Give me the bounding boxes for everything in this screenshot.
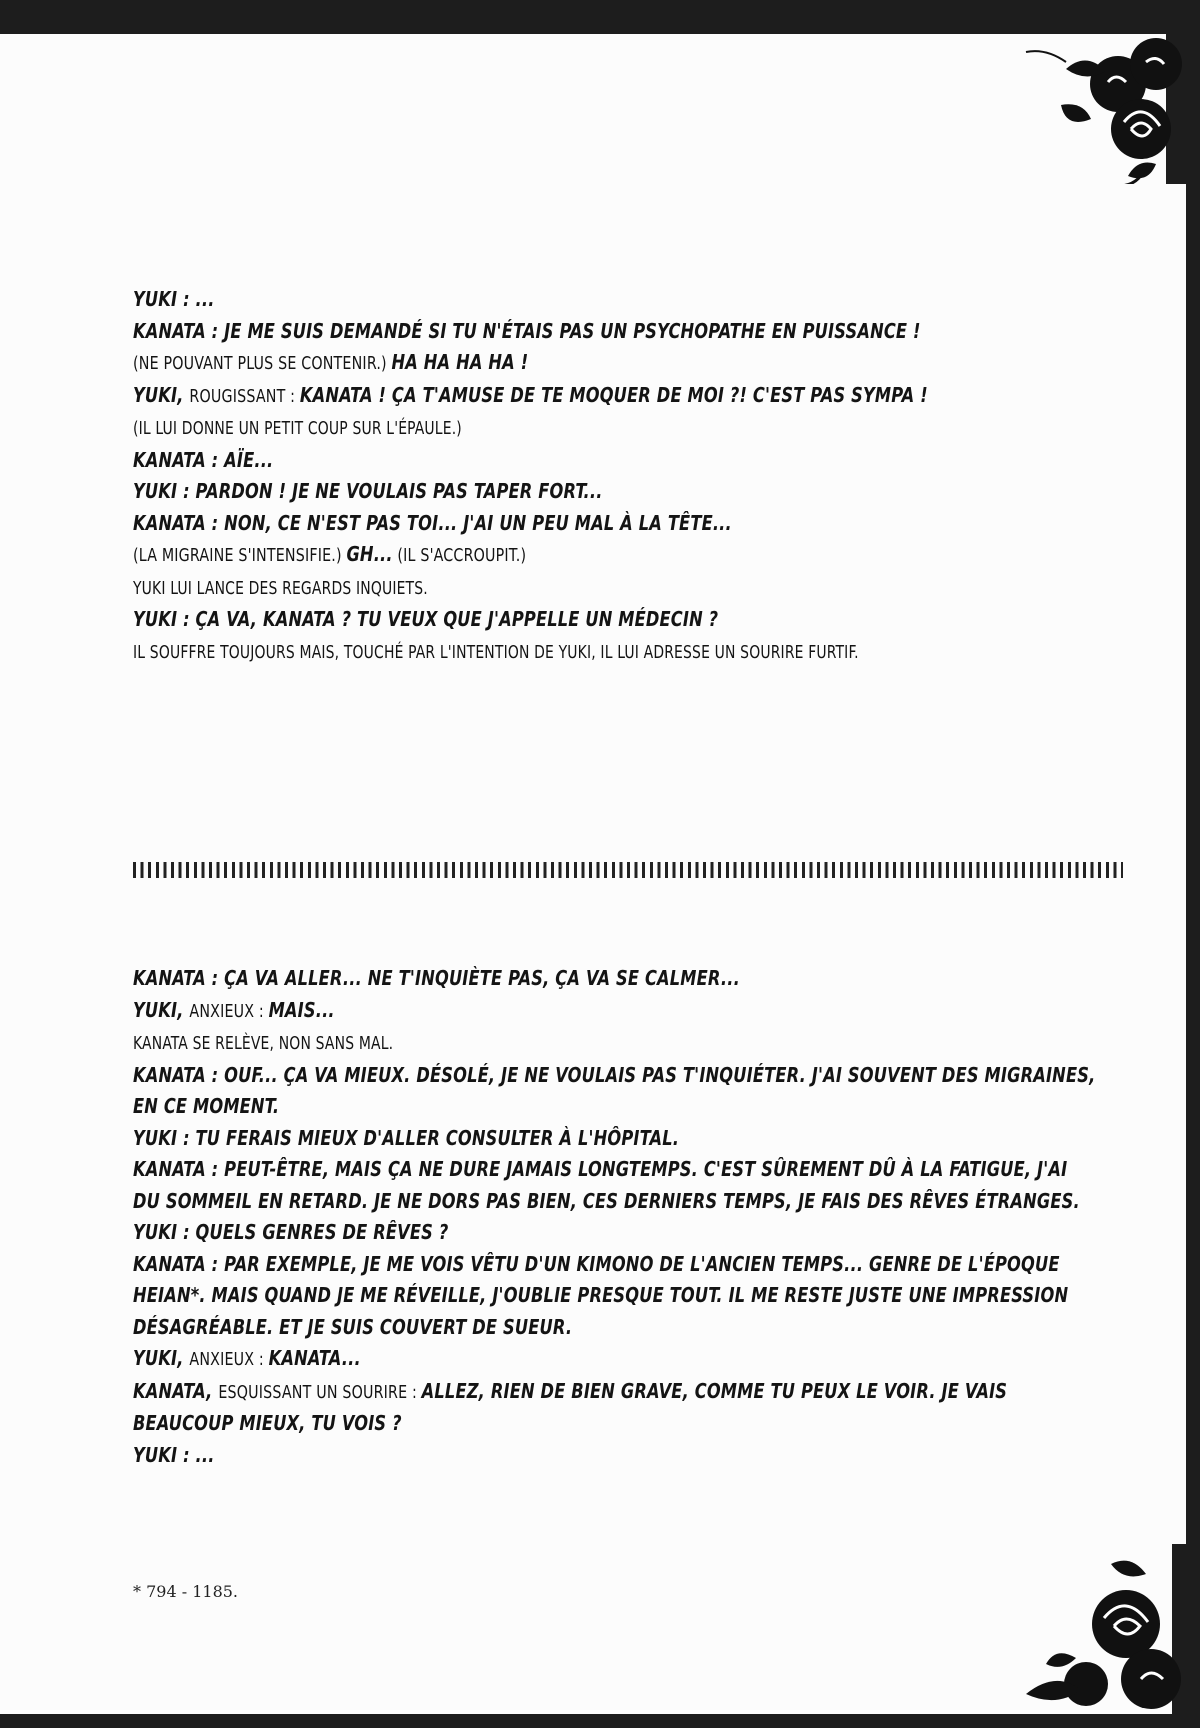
dialogue-line: DU SOMMEIL EN RETARD. JE NE DORS PAS BIEN, CES DERNIERS TEMPS, JE FAIS DES RÊVES ÉTRANGES. [133,1188,1080,1213]
dialogue-line: KANATA : AÏE... [133,447,274,472]
dialogue-line: YUKI : ÇA VA, KANATA ? TU VEUX QUE J'APPELLE UN MÉDECIN ? [133,607,719,631]
dialogue-line: KANATA : OUF... ÇA VA MIEUX. DÉSOLÉ, JE NE VOULAIS PAS T'INQUIÉTER. J'AI SOUVENT DES MIGRAINES, [133,1062,1096,1087]
dialogue-line: YUKI : ... [133,1442,215,1467]
dialogue-line: YUKI, ANXIEUX : MAIS... [133,997,335,1022]
dialogue-line: KANATA : JE ME SUIS DEMANDÉ SI TU N'ÉTAIS PAS UN PSYCHOPATHE EN PUISSANCE ! [133,318,921,343]
stage-direction: (IL LUI DONNE UN PETIT COUP SUR L'ÉPAULE.) [133,418,462,439]
stage-direction: KANATA SE RELÈVE, NON SANS MAL. [133,1033,394,1054]
dialogue-line: KANATA, ESQUISSANT UN SOURIRE : ALLEZ, RIEN DE BIEN GRAVE, COMME TU PEUX LE VOIR. JE VAIS [133,1378,1008,1403]
dialogue-line: KANATA : ÇA VA ALLER... NE T'INQUIÈTE PAS, ÇA VA SE CALMER... [133,966,740,990]
rose-ornament-icon [996,34,1186,184]
dialogue-line: YUKI : TU FERAIS MIEUX D'ALLER CONSULTER À L'HÔPITAL. [133,1125,680,1150]
stage-direction: IL SOUFFRE TOUJOURS MAIS, TOUCHÉ PAR L'INTENTION DE YUKI, IL LUI ADRESSE UN SOURIRE FURTIF. [133,641,859,663]
dialogue-line: KANATA : PAR EXEMPLE, JE ME VOIS VÊTU D'UN KIMONO DE L'ANCIEN TEMPS... GENRE DE L'ÉPOQUE [133,1251,1060,1276]
dialogue-line: YUKI : QUELS GENRES DE RÊVES ? [133,1220,449,1244]
dialogue-line: KANATA : PEUT-ÊTRE, MAIS ÇA NE DURE JAMAIS LONGTEMPS. C'EST SÛREMENT DÛ À LA FATIGUE, J'AI [133,1157,1068,1181]
dialogue-line: (LA MIGRAINE S'INTENSIFIE.) GH... (IL S'ACCROUPIT.) [133,542,527,566]
dialogue-line: YUKI, ANXIEUX : KANATA... [133,1346,361,1370]
dialogue-line: BEAUCOUP MIEUX, TU VOIS ? [133,1411,402,1435]
dialogue-line: DÉSAGRÉABLE. ET JE SUIS COUVERT DE SUEUR. [133,1314,573,1339]
dialogue-line: YUKI : ... [133,287,215,311]
dialogue-block-2 [133,963,1133,1471]
scene-separator [133,862,1123,878]
dialogue-line: KANATA : NON, CE N'EST PAS TOI... J'AI UN PEU MAL À LA TÊTE... [133,510,732,535]
page [0,34,1186,1714]
dialogue-line: YUKI : PARDON ! JE NE VOULAIS PAS TAPER FORT... [133,479,603,503]
dialogue-line: EN CE MOMENT. [133,1094,280,1118]
footnote: * 794 - 1185. [133,1582,239,1601]
stage-direction: YUKI LUI LANCE DES REGARDS INQUIETS. [133,577,428,599]
dialogue-line: HEIAN*. MAIS QUAND JE ME RÉVEILLE, J'OUBLIE PRESQUE TOUT. IL ME RESTE JUSTE UNE IMPRESSION [133,1283,1069,1307]
rose-ornament-icon [986,1544,1186,1714]
dialogue-line: YUKI, ROUGISSANT : KANATA ! ÇA T'AMUSE DE TE MOQUER DE MOI ?! C'EST PAS SYMPA ! [133,382,928,407]
dialogue-line: (NE POUVANT PLUS SE CONTENIR.) HA HA HA HA ! [133,350,529,374]
dialogue-block-1 [133,284,1133,668]
